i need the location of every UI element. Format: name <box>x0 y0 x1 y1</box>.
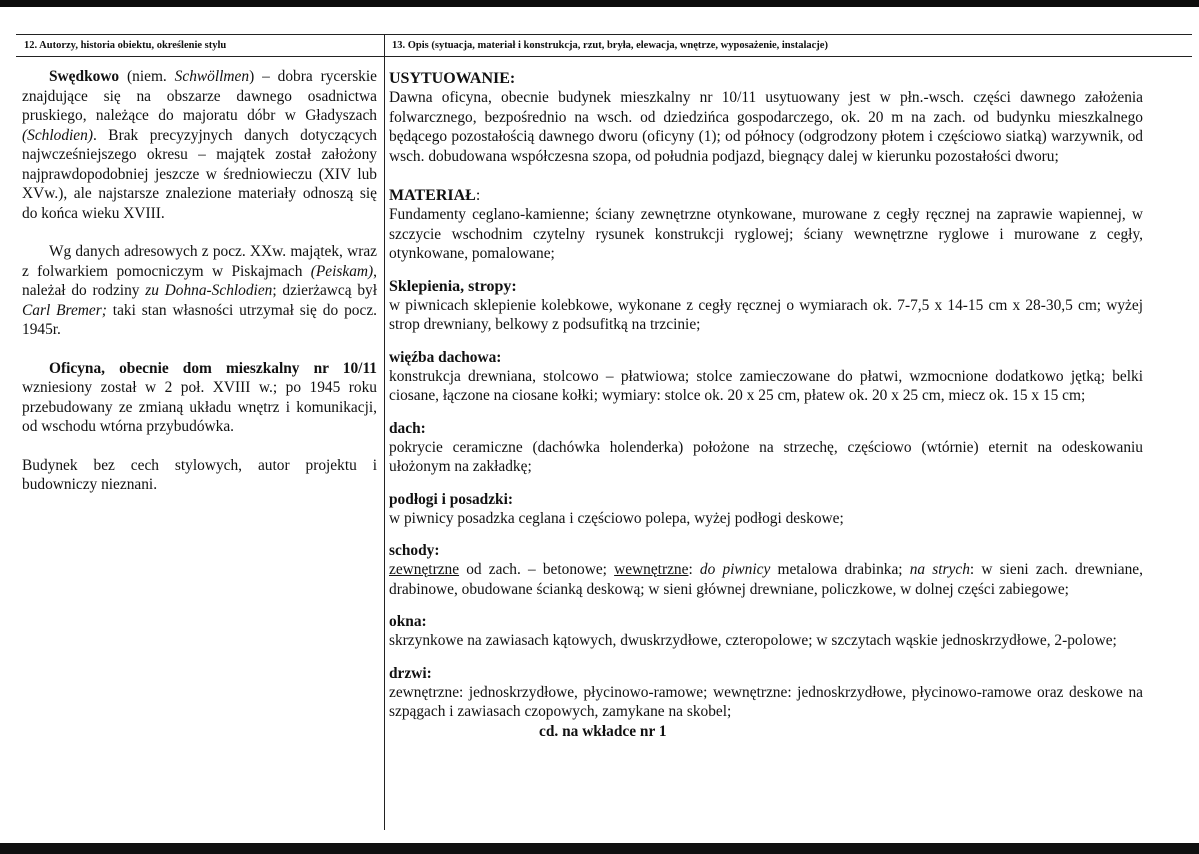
history-paragraph-4: Budynek bez cech stylowych, autor projektu i budowniczy nieznani. <box>22 456 377 493</box>
section-heading: MATERIAŁ: <box>389 187 481 204</box>
header-separator <box>16 56 1192 57</box>
section-body: Dawna oficyna, obecnie budynek mieszkalny nr 10/11 usytuowany jest w płn.-wsch. części dawnego założenia folwarcznego, bezpośrednio na wsch. od dziedzińca gospodarczego, ok. 20 m na zach. od budynku mieszkalnego będącego pozostałością dawnego dworu (oficyny (1); od północy (odgrodzony płotem i częściowo siatką) warzywnik, od wsch. dobudowana współczesna szopa, od południa podjazd, biegnący dalej w kierunku pozostałości dworu; <box>389 89 1143 165</box>
section-body: zewnętrzne: jednoskrzydłowe, płycinowo-ramowe; wewnętrzne: jednoskrzydłowe, płycinowo-ramowe oraz deskowe na szpągach i zawiasach czopowych, zamykane na skobel; <box>389 683 1143 720</box>
section-heading: więźba dachowa: <box>389 348 502 366</box>
history-column <box>22 67 377 514</box>
history-paragraph-3: Oficyna, obecnie dom mieszkalny nr 10/11 wzniesiony został w 2 poł. XVIII w.; po 1945 roku przebudowany ze zmianą układu wnętrz i komunikacji, od wschodu wtórna przybudówka. <box>22 359 377 435</box>
scan-bottom-edge <box>0 843 1199 854</box>
section-sklepienia <box>389 277 1143 335</box>
left-column-header: 12. Autorzy, historia obiektu, określenie stylu <box>24 40 227 51</box>
section-heading: USYTUOWANIE: <box>389 70 516 87</box>
section-dach <box>389 419 1143 477</box>
description-column <box>389 69 1143 741</box>
section-body: w piwnicy posadzka ceglana i częściowo polepa, wyżej podłogi deskowe; <box>389 509 844 527</box>
section-heading: Sklepienia, stropy: <box>389 277 517 295</box>
building-name: Oficyna, obecnie dom mieszkalny nr 10/11 <box>49 359 377 377</box>
section-body: Fundamenty ceglano-kamienne; ściany zewnętrzne otynkowane, murowane z cegły ręcznej na zaprawie wapiennej, w szczycie wschodnim czytelny rysunek konstrukcji ryglowej; ściany wewnętrzne ryglowe i murowane z cegły, otynkowane, pomalowane; <box>389 206 1143 262</box>
section-heading: dach: <box>389 419 426 437</box>
column-divider <box>384 34 385 830</box>
section-wiezba <box>389 348 1143 406</box>
section-podlogi <box>389 490 1143 529</box>
section-body: konstrukcja drewniana, stolcowo – płatwiowa; stolce zamieczowane do płatwi, wzmocnione dodatkowo jętką; belki ciosane, łączone na ciosane kołki; wymiary: stolce ok. 20 x 25 cm, płatew ok. 20 x 25 cm, miecz ok. 15 x 15 cm; <box>389 367 1143 404</box>
history-paragraph-1: Swędkowo (niem. Schwöllmen) – dobra rycerskie znajdujące się na obszarze dawnego osadnictwa pruskiego, należące do majoratu dóbr w Gładyszach (Schlodien). Brak precyzyjnych danych dotyczących najwcześniejszego okresu – majątek został założony najprawdopodobniej jeszcze w średniowieczu (XIV lub XVw.), ale najstarsze znalezione materiały odnoszą się do końca wieku XVIII. <box>22 68 377 222</box>
section-heading: schody: <box>389 542 440 559</box>
section-usytuowanie <box>389 69 1143 166</box>
section-heading: podłogi i posadzki: <box>389 490 514 508</box>
section-drzwi <box>389 664 1143 722</box>
section-body: w piwnicach sklepienie kolebkowe, wykonane z cegły ręcznej o wymiarach ok. 7-7,5 x 14-15 cm x 28-30,5 cm; wyżej strop drewniany, belkowy z podsufitką na trzcinie; <box>389 296 1143 333</box>
section-heading: okna: <box>389 613 427 630</box>
section-okna <box>389 612 1143 651</box>
right-column-header: 13. Opis (sytuacja, materiał i konstrukcja, rzut, bryła, elewacja, wnętrze, wyposażenie, instalacje) <box>392 40 828 51</box>
section-material <box>389 186 1143 264</box>
history-paragraph-2: Wg danych adresowych z pocz. XXw. majątek, wraz z folwarkiem pomocniczym w Piskajmach (Peiskam), należał do rodziny zu Dohna-Schlodien; dzierżawcą był Carl Bremer; taki stan własności utrzymał się do pocz. 1945r. <box>22 243 377 338</box>
section-schody <box>389 541 1143 599</box>
estate-name: Swędkowo <box>49 68 120 85</box>
continuation-note: cd. na wkładce nr 1 <box>539 722 667 740</box>
section-heading: drzwi: <box>389 664 432 682</box>
section-body: zewnętrzne od zach. – betonowe; wewnętrzne: do piwnicy metalowa drabinka; na strych: w sieni zach. drewniane, drabinowe, obudowane ścianką deskową; w sieni głównej drewniane, policzkowe, w dolnej części zabiegowe; <box>389 561 1143 598</box>
table-top-border <box>16 34 1192 35</box>
section-body: skrzynkowe na zawiasach kątowych, dwuskrzydłowe, czteropolowe; w szczytach wąskie jednoskrzydłowe, 2-polowe; <box>389 632 1117 649</box>
scan-top-edge <box>0 0 1199 7</box>
section-body: pokrycie ceramiczne (dachówka holenderka) położone na strzechę, częściowo (wtórnie) eternit na odeskowaniu ułożonym na zakładkę; <box>389 438 1143 475</box>
